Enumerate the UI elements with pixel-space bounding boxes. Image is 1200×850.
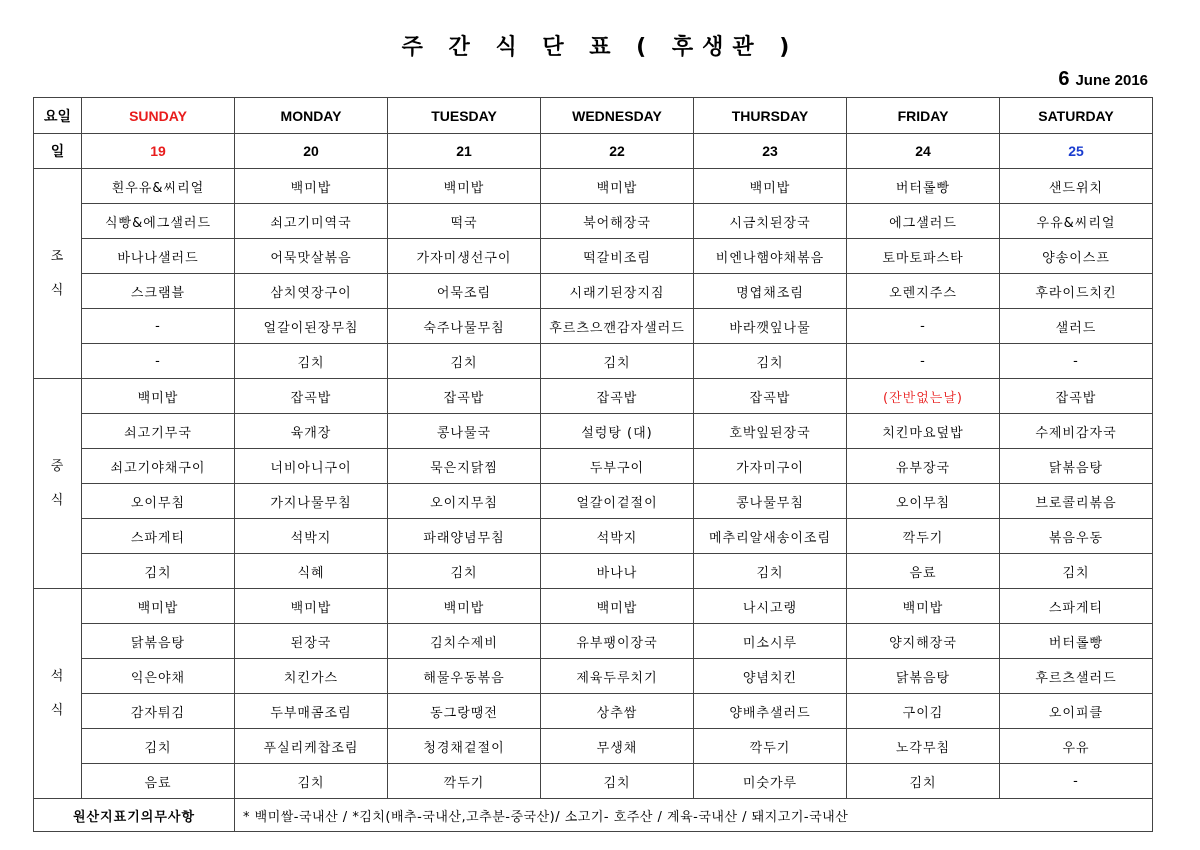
meal-label-char: 조 <box>50 248 65 264</box>
menu-item-thursday: 양배추샐러드 <box>694 694 847 729</box>
menu-item-monday: 쇠고기미역국 <box>235 204 388 239</box>
menu-item-saturday: 우유&씨리얼 <box>1000 204 1153 239</box>
date-cell-tuesday: 21 <box>388 134 541 169</box>
menu-item-sunday: 음료 <box>82 764 235 799</box>
menu-item-tuesday: 해물우동볶음 <box>388 659 541 694</box>
menu-item-tuesday: 오이지무침 <box>388 484 541 519</box>
weekly-menu-table <box>33 97 1153 832</box>
lunch-row <box>34 519 1153 554</box>
day-header-thursday: THURSDAY <box>694 98 847 134</box>
menu-item-monday: 된장국 <box>235 624 388 659</box>
menu-item-wednesday: 김치 <box>541 344 694 379</box>
menu-item-friday: 구이김 <box>847 694 1000 729</box>
menu-item-saturday: - <box>1000 344 1153 379</box>
menu-item-sunday: 스파게티 <box>82 519 235 554</box>
menu-item-friday: 오렌지주스 <box>847 274 1000 309</box>
menu-item-thursday: 김치 <box>694 344 847 379</box>
menu-item-monday: 두부매콤조림 <box>235 694 388 729</box>
menu-item-saturday: 샌드위치 <box>1000 169 1153 204</box>
menu-item-friday: 김치 <box>847 764 1000 799</box>
day-header-row <box>34 98 1153 134</box>
menu-item-tuesday: 김치수제비 <box>388 624 541 659</box>
menu-item-saturday: 잡곡밥 <box>1000 379 1153 414</box>
menu-item-wednesday: 얼갈이겉절이 <box>541 484 694 519</box>
menu-item-tuesday: 동그랑땡전 <box>388 694 541 729</box>
menu-item-friday: 닭볶음탕 <box>847 659 1000 694</box>
menu-item-thursday: 나시고랭 <box>694 589 847 624</box>
menu-item-thursday: 명엽채조림 <box>694 274 847 309</box>
menu-item-tuesday: 깍두기 <box>388 764 541 799</box>
menu-item-monday: 푸실리케찹조림 <box>235 729 388 764</box>
menu-item-thursday: 미숫가루 <box>694 764 847 799</box>
date-cell-saturday: 25 <box>1000 134 1153 169</box>
menu-item-saturday: 수제비감자국 <box>1000 414 1153 449</box>
menu-item-friday: 노각무침 <box>847 729 1000 764</box>
menu-item-wednesday: 유부팽이장국 <box>541 624 694 659</box>
menu-item-sunday: 식빵&에그샐러드 <box>82 204 235 239</box>
origin-text: * 백미쌀-국내산 / *김치(배추-국내산,고추분-중국산)/ 소고기- 호주산 / 계육-국내산 / 돼지고기-국내산 <box>235 799 1153 832</box>
menu-item-tuesday: 잡곡밥 <box>388 379 541 414</box>
menu-item-monday: 김치 <box>235 344 388 379</box>
menu-item-sunday: 백미밥 <box>82 379 235 414</box>
menu-item-sunday: 쇠고기야채구이 <box>82 449 235 484</box>
menu-item-sunday: 스크램블 <box>82 274 235 309</box>
menu-item-saturday: - <box>1000 764 1153 799</box>
menu-item-wednesday: 제육두루치기 <box>541 659 694 694</box>
menu-item-saturday: 김치 <box>1000 554 1153 589</box>
menu-item-friday: 양지해장국 <box>847 624 1000 659</box>
menu-item-wednesday: 설렁탕 (대) <box>541 414 694 449</box>
meal-label-char: 중 <box>50 458 65 474</box>
weekday-corner-label: 요일 <box>34 98 82 134</box>
lunch-label <box>34 379 82 589</box>
menu-item-friday: 음료 <box>847 554 1000 589</box>
date-row <box>34 134 1153 169</box>
menu-item-tuesday: 김치 <box>388 344 541 379</box>
menu-item-thursday: 시금치된장국 <box>694 204 847 239</box>
menu-item-thursday: 비엔나햄야채볶음 <box>694 239 847 274</box>
dinner-row <box>34 764 1153 799</box>
dinner-row <box>34 589 1153 624</box>
menu-item-sunday: 감자튀김 <box>82 694 235 729</box>
meal-label-char: 식 <box>50 702 65 718</box>
breakfast-row <box>34 274 1153 309</box>
menu-item-tuesday: 묵은지닭찜 <box>388 449 541 484</box>
menu-item-saturday: 오이피클 <box>1000 694 1153 729</box>
dinner-label <box>34 589 82 799</box>
day-header-sunday: SUNDAY <box>82 98 235 134</box>
menu-item-tuesday: 파래양념무침 <box>388 519 541 554</box>
meal-label-char: 식 <box>50 282 65 298</box>
menu-item-sunday: 김치 <box>82 729 235 764</box>
menu-item-tuesday: 떡국 <box>388 204 541 239</box>
menu-item-saturday: 버터롤빵 <box>1000 624 1153 659</box>
meal-label-char: 식 <box>50 492 65 508</box>
breakfast-row <box>34 239 1153 274</box>
dinner-row <box>34 624 1153 659</box>
menu-item-friday: 토마토파스타 <box>847 239 1000 274</box>
menu-item-saturday: 후라이드치킨 <box>1000 274 1153 309</box>
lunch-row <box>34 449 1153 484</box>
date-cell-sunday: 19 <box>82 134 235 169</box>
day-header-tuesday: TUESDAY <box>388 98 541 134</box>
lunch-row <box>34 379 1153 414</box>
menu-item-sunday: 익은야채 <box>82 659 235 694</box>
breakfast-row <box>34 169 1153 204</box>
menu-item-friday: - <box>847 309 1000 344</box>
menu-item-sunday: 흰우유&씨리얼 <box>82 169 235 204</box>
origin-label: 원산지표기의무사항 <box>34 799 235 832</box>
menu-item-wednesday: 석박지 <box>541 519 694 554</box>
menu-item-tuesday: 어묵조림 <box>388 274 541 309</box>
meal-label-char: 석 <box>50 668 65 684</box>
menu-item-friday: 깍두기 <box>847 519 1000 554</box>
date-cell-monday: 20 <box>235 134 388 169</box>
menu-item-saturday: 후르츠샐러드 <box>1000 659 1153 694</box>
day-header-monday: MONDAY <box>235 98 388 134</box>
menu-item-wednesday: 상추쌈 <box>541 694 694 729</box>
dinner-row <box>34 694 1153 729</box>
menu-item-monday: 잡곡밥 <box>235 379 388 414</box>
menu-item-sunday: - <box>82 309 235 344</box>
breakfast-label <box>34 169 82 379</box>
menu-item-tuesday: 콩나물국 <box>388 414 541 449</box>
menu-item-tuesday: 청경채겉절이 <box>388 729 541 764</box>
menu-item-friday: 오이무침 <box>847 484 1000 519</box>
menu-item-monday: 너비아니구이 <box>235 449 388 484</box>
menu-item-sunday: 쇠고기무국 <box>82 414 235 449</box>
breakfast-row <box>34 204 1153 239</box>
menu-item-tuesday: 백미밥 <box>388 169 541 204</box>
menu-item-tuesday: 가자미생선구이 <box>388 239 541 274</box>
menu-item-saturday: 샐러드 <box>1000 309 1153 344</box>
menu-item-saturday: 볶음우동 <box>1000 519 1153 554</box>
day-header-saturday: SATURDAY <box>1000 98 1153 134</box>
menu-item-wednesday: 두부구이 <box>541 449 694 484</box>
menu-item-friday: 버터롤빵 <box>847 169 1000 204</box>
menu-item-thursday: 메추리알새송이조림 <box>694 519 847 554</box>
menu-item-thursday: 백미밥 <box>694 169 847 204</box>
date-day: 6 <box>1058 68 1070 90</box>
dinner-row <box>34 729 1153 764</box>
menu-item-monday: 가지나물무침 <box>235 484 388 519</box>
menu-item-sunday: 오이무침 <box>82 484 235 519</box>
menu-item-monday: 치킨가스 <box>235 659 388 694</box>
date-cell-friday: 24 <box>847 134 1000 169</box>
lunch-row <box>34 484 1153 519</box>
menu-item-thursday: 호박잎된장국 <box>694 414 847 449</box>
menu-item-thursday: 미소시루 <box>694 624 847 659</box>
breakfast-row <box>34 344 1153 379</box>
menu-item-wednesday: 잡곡밥 <box>541 379 694 414</box>
menu-item-monday: 육개장 <box>235 414 388 449</box>
menu-item-friday: (잔반없는날) <box>847 379 1000 414</box>
menu-item-wednesday: 북어해장국 <box>541 204 694 239</box>
menu-item-saturday: 우유 <box>1000 729 1153 764</box>
menu-item-thursday: 깍두기 <box>694 729 847 764</box>
lunch-row <box>34 414 1153 449</box>
menu-item-friday: 백미밥 <box>847 589 1000 624</box>
menu-item-thursday: 잡곡밥 <box>694 379 847 414</box>
menu-item-wednesday: 백미밥 <box>541 169 694 204</box>
menu-item-tuesday: 숙주나물무침 <box>388 309 541 344</box>
day-header-wednesday: WEDNESDAY <box>541 98 694 134</box>
menu-item-monday: 삼치엿장구이 <box>235 274 388 309</box>
menu-item-thursday: 바라깻잎나물 <box>694 309 847 344</box>
menu-item-monday: 백미밥 <box>235 169 388 204</box>
menu-item-friday: 치킨마요덮밥 <box>847 414 1000 449</box>
date-month-year: June 2016 <box>1075 72 1148 89</box>
menu-item-tuesday: 백미밥 <box>388 589 541 624</box>
menu-item-wednesday: 떡갈비조림 <box>541 239 694 274</box>
day-header-friday: FRIDAY <box>847 98 1000 134</box>
menu-item-wednesday: 백미밥 <box>541 589 694 624</box>
page-title: 주 간 식 단 표 ( 후생관 ) <box>401 35 799 60</box>
breakfast-row <box>34 309 1153 344</box>
date-cell-thursday: 23 <box>694 134 847 169</box>
menu-item-thursday: 김치 <box>694 554 847 589</box>
menu-item-sunday: 바나나샐러드 <box>82 239 235 274</box>
menu-item-sunday: 닭볶음탕 <box>82 624 235 659</box>
menu-item-monday: 식혜 <box>235 554 388 589</box>
menu-item-saturday: 브로콜리볶음 <box>1000 484 1153 519</box>
menu-item-friday: 유부장국 <box>847 449 1000 484</box>
menu-item-sunday: 백미밥 <box>82 589 235 624</box>
menu-item-sunday: - <box>82 344 235 379</box>
menu-item-wednesday: 바나나 <box>541 554 694 589</box>
date-corner-label: 일 <box>34 134 82 169</box>
menu-item-monday: 어묵맛살볶음 <box>235 239 388 274</box>
menu-item-friday: 에그샐러드 <box>847 204 1000 239</box>
menu-item-wednesday: 김치 <box>541 764 694 799</box>
menu-item-wednesday: 무생채 <box>541 729 694 764</box>
menu-item-monday: 백미밥 <box>235 589 388 624</box>
menu-item-thursday: 양념치킨 <box>694 659 847 694</box>
menu-item-wednesday: 후르츠으깬감자샐러드 <box>541 309 694 344</box>
menu-item-saturday: 스파게티 <box>1000 589 1153 624</box>
menu-item-saturday: 양송이스프 <box>1000 239 1153 274</box>
menu-item-monday: 석박지 <box>235 519 388 554</box>
menu-item-monday: 김치 <box>235 764 388 799</box>
menu-item-saturday: 닭볶음탕 <box>1000 449 1153 484</box>
menu-item-thursday: 콩나물무침 <box>694 484 847 519</box>
menu-item-tuesday: 김치 <box>388 554 541 589</box>
menu-item-thursday: 가자미구이 <box>694 449 847 484</box>
menu-item-friday: - <box>847 344 1000 379</box>
date-cell-wednesday: 22 <box>541 134 694 169</box>
menu-item-monday: 얼갈이된장무침 <box>235 309 388 344</box>
menu-date <box>1058 68 1148 91</box>
menu-item-sunday: 김치 <box>82 554 235 589</box>
origin-row <box>34 799 1153 832</box>
lunch-row <box>34 554 1153 589</box>
menu-item-wednesday: 시래기된장지짐 <box>541 274 694 309</box>
dinner-row <box>34 659 1153 694</box>
